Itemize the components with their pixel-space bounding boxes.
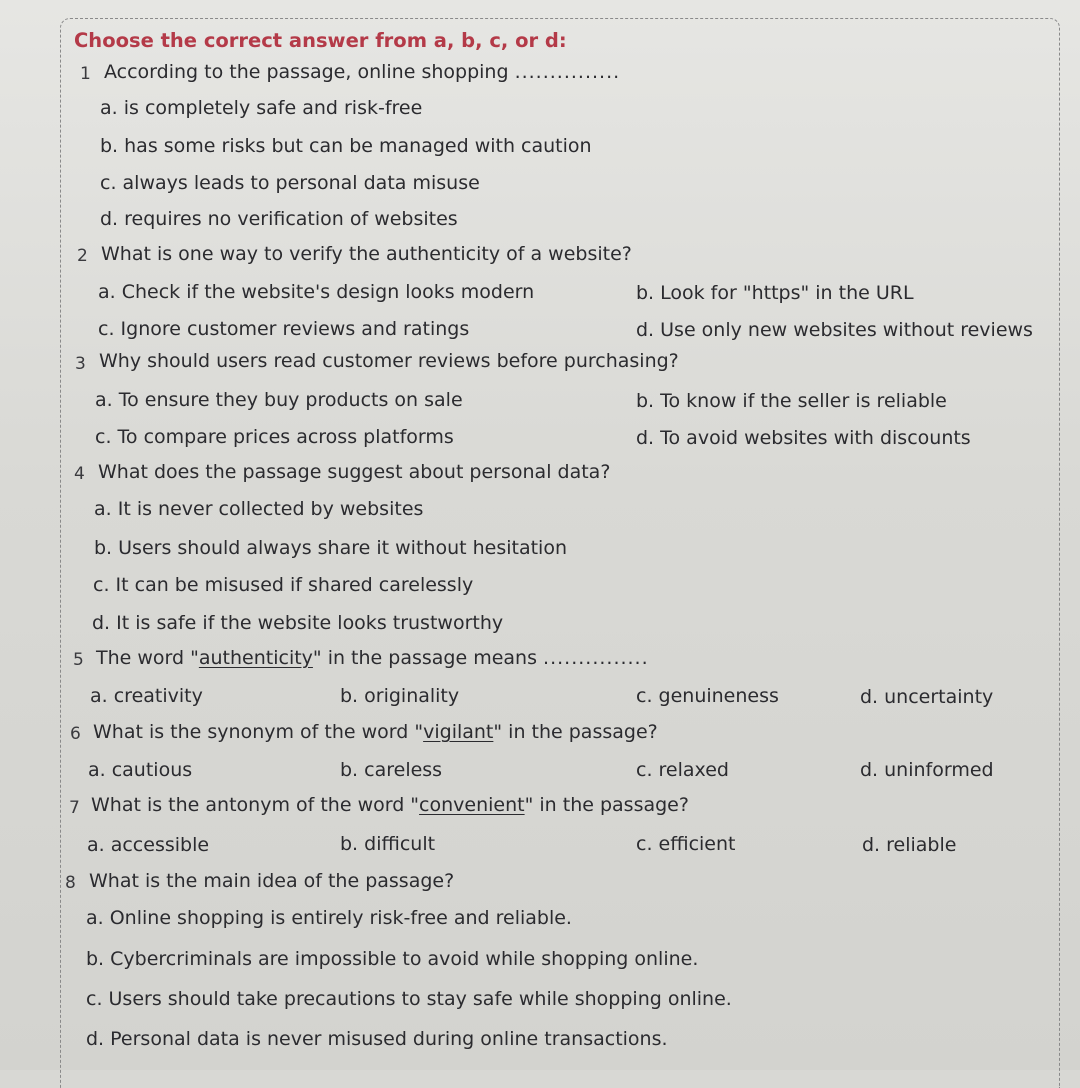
answer-option: b. Cybercriminals are impossible to avoid while shopping online.: [86, 948, 699, 970]
answer-option: c. Users should take precautions to stay safe while shopping online.: [86, 988, 732, 1010]
instructions-heading: Choose the correct answer from a, b, c, or d:: [74, 29, 567, 52]
question-stem: According to the passage, online shopping ...............: [104, 61, 621, 83]
answer-option: c. always leads to personal data misuse: [100, 172, 480, 194]
answer-option: a. is completely safe and risk-free: [100, 97, 423, 119]
question-number: 1: [80, 64, 91, 84]
question-number: 8: [65, 873, 76, 893]
answer-option: b. Look for "https" in the URL: [636, 282, 914, 304]
answer-option: d. To avoid websites with discounts: [636, 427, 971, 449]
answer-blank: ...............: [543, 647, 649, 669]
answer-option: b. Users should always share it without hesitation: [94, 537, 567, 559]
question-number: 2: [77, 246, 88, 266]
answer-option: b. careless: [340, 759, 443, 781]
answer-option: c. genuineness: [636, 685, 779, 707]
question-stem: What is the antonym of the word "convenient" in the passage?: [91, 794, 689, 816]
answer-option: d. Use only new websites without reviews: [636, 319, 1033, 341]
answer-option: a. cautious: [88, 759, 193, 781]
keyword-underlined: authenticity: [198, 647, 313, 669]
answer-option: d. uncertainty: [860, 686, 994, 708]
answer-option: b. To know if the seller is reliable: [636, 390, 947, 412]
question-number: 5: [73, 650, 84, 670]
answer-option: c. Ignore customer reviews and ratings: [98, 318, 470, 340]
answer-option: b. difficult: [340, 833, 436, 855]
question-stem: What does the passage suggest about personal data?: [98, 461, 611, 483]
answer-option: d. It is safe if the website looks trustworthy: [92, 612, 504, 634]
answer-option: a. To ensure they buy products on sale: [95, 389, 463, 411]
answer-option: c. efficient: [636, 833, 736, 855]
answer-option: b. originality: [340, 685, 460, 707]
keyword-underlined: convenient: [419, 794, 525, 816]
answer-option: c. relaxed: [636, 759, 729, 781]
question-stem: What is the main idea of the passage?: [89, 870, 455, 892]
answer-blank: ...............: [514, 61, 621, 83]
question-stem: What is one way to verify the authenticity of a website?: [101, 243, 632, 265]
answer-option: c. To compare prices across platforms: [95, 426, 454, 448]
keyword-underlined: vigilant: [423, 721, 494, 743]
answer-option: a. It is never collected by websites: [94, 498, 424, 520]
question-number: 4: [74, 464, 85, 484]
answer-option: d. reliable: [862, 834, 957, 856]
question-number: 7: [69, 798, 80, 818]
answer-option: a. creativity: [90, 685, 203, 707]
answer-option: c. It can be misused if shared carelessly: [93, 574, 474, 596]
answer-option: d. requires no verification of websites: [100, 208, 458, 230]
question-stem: What is the synonym of the word "vigilant" in the passage?: [93, 721, 658, 743]
answer-option: a. Check if the website's design looks modern: [98, 281, 535, 303]
answer-option: a. accessible: [87, 834, 210, 856]
answer-option: a. Online shopping is entirely risk-free and reliable.: [86, 907, 572, 929]
answer-option: d. uninformed: [860, 759, 994, 781]
question-number: 3: [75, 354, 86, 374]
question-stem: The word "authenticity" in the passage means ...............: [96, 647, 649, 669]
answer-option: d. Personal data is never misused during online transactions.: [86, 1028, 668, 1050]
answer-option: b. has some risks but can be managed with caution: [100, 135, 592, 157]
question-number: 6: [70, 724, 81, 744]
question-stem: Why should users read customer reviews before purchasing?: [99, 350, 679, 372]
